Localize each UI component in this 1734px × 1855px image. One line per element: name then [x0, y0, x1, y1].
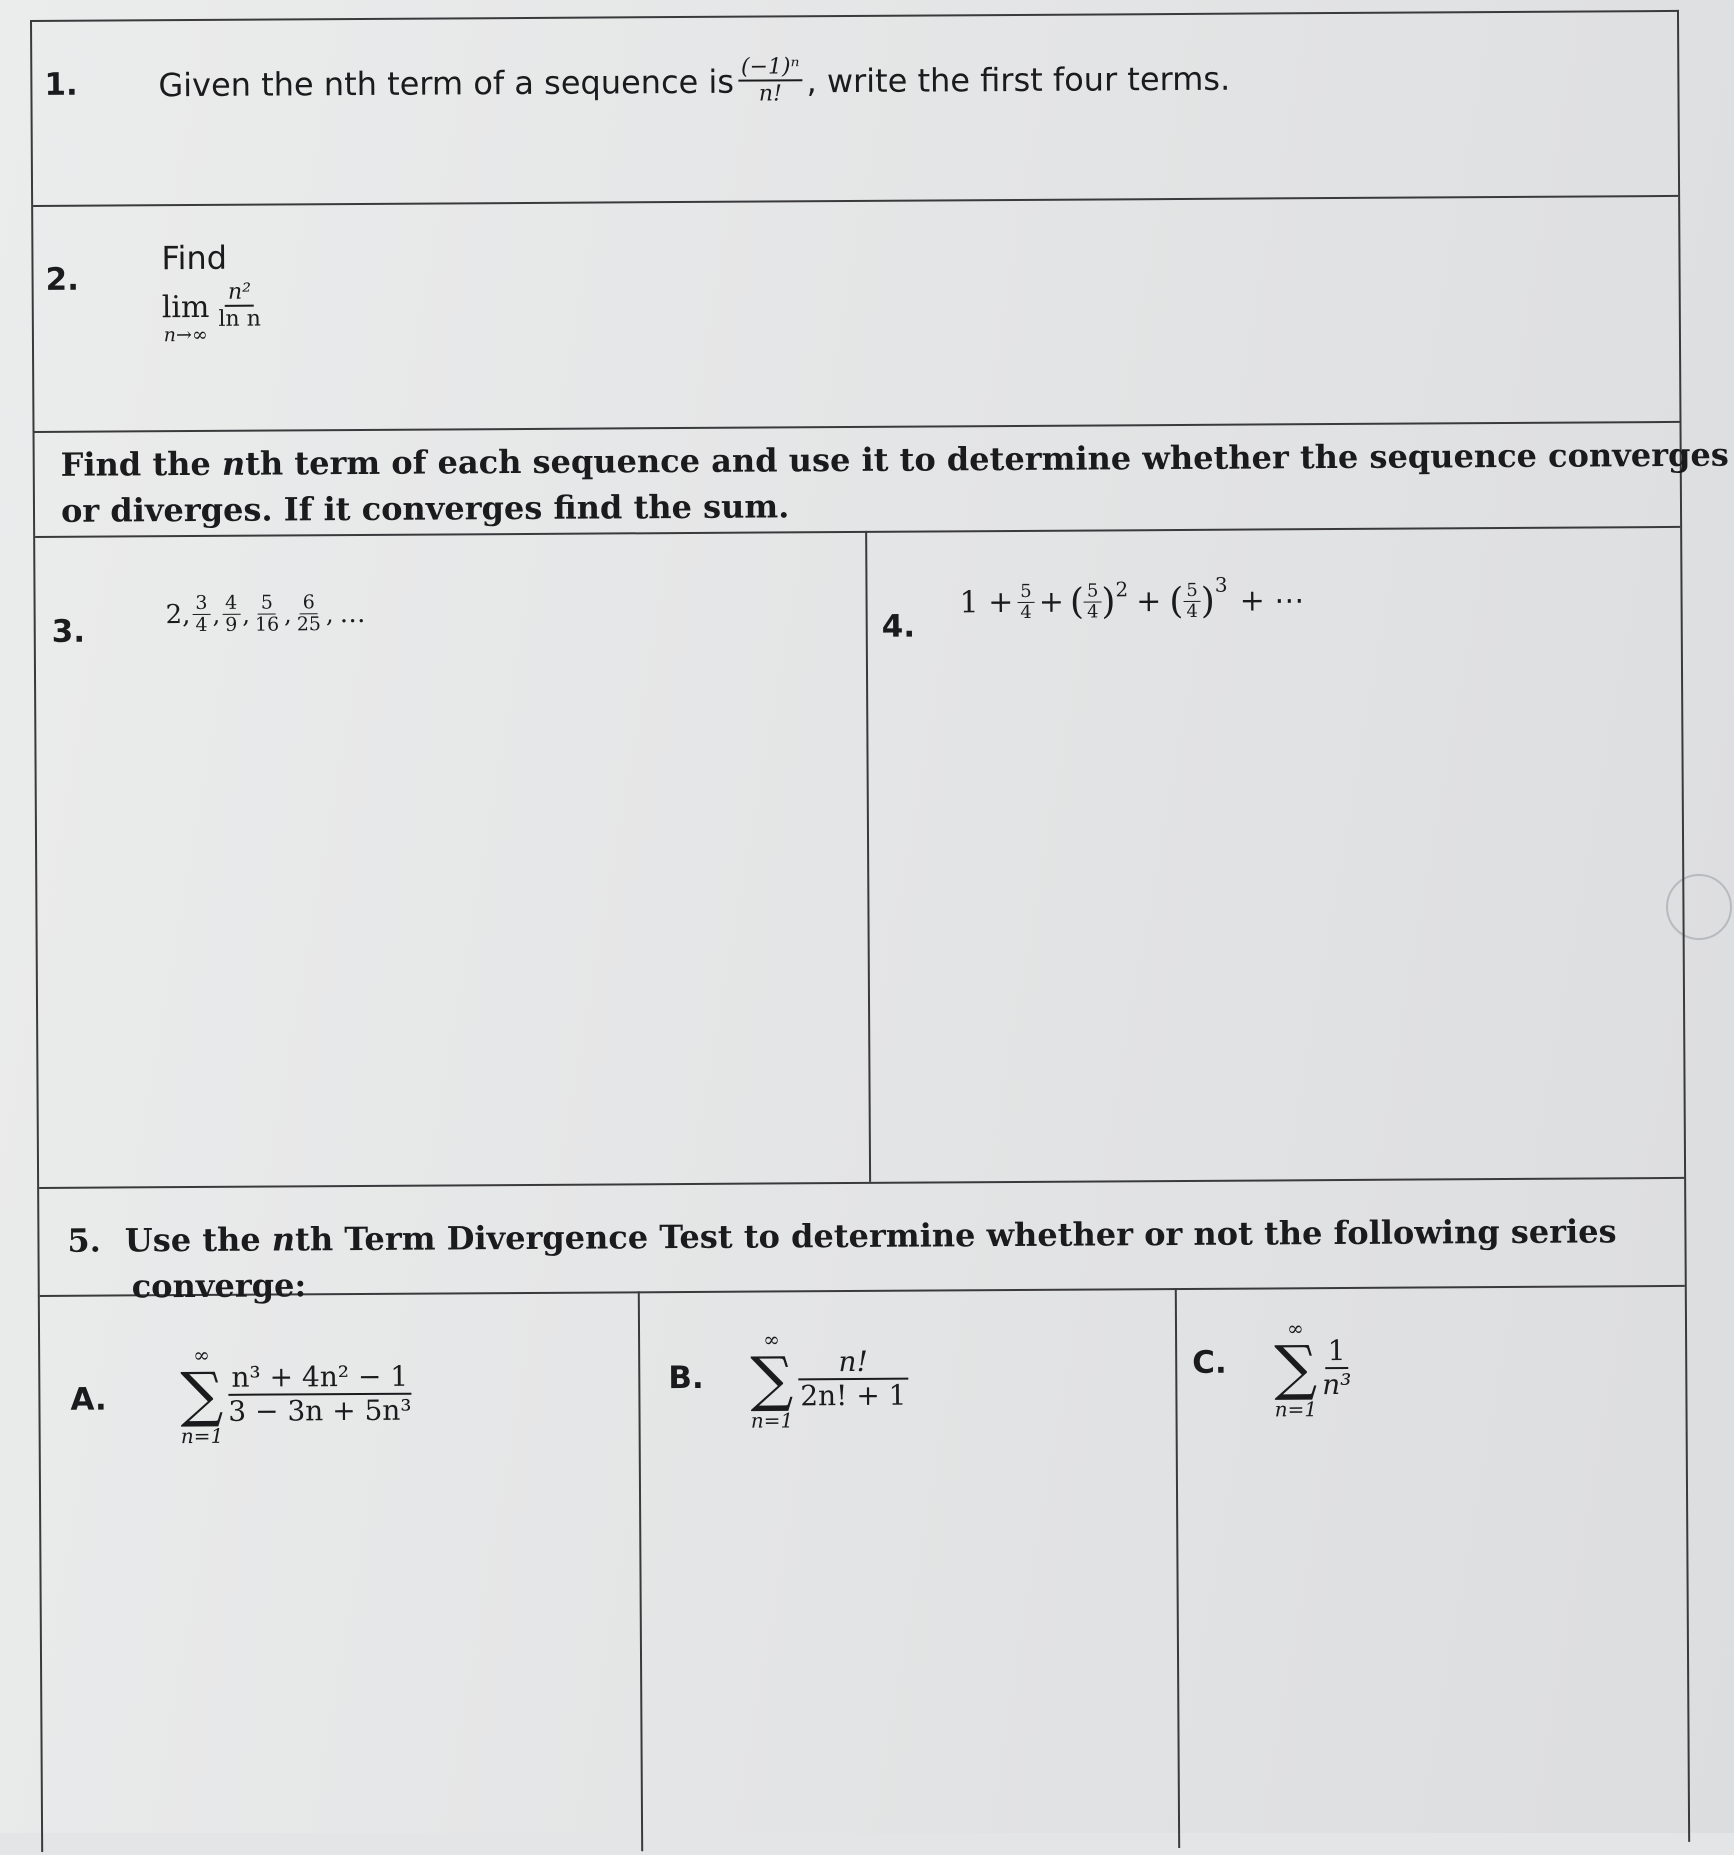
part-b-fraction — [797, 1344, 910, 1413]
sigma-symbol: ∞ ∑ n=1 — [1274, 1316, 1318, 1422]
sigma-symbol: ∞ ∑ n=1 — [180, 1342, 224, 1449]
row-divider — [39, 1177, 1684, 1189]
fraction-numerator: n³ + 4n² − 1 — [228, 1362, 411, 1396]
problem-2-label: Find — [161, 238, 228, 278]
limit-operator — [162, 291, 210, 346]
sigma-lower: n=1 — [180, 1423, 224, 1449]
sequence-ellipsis: … — [339, 598, 366, 629]
part-c-series — [1274, 1316, 1355, 1421]
fraction-denominator: 16 — [254, 613, 280, 636]
fraction-denominator: 4 — [195, 613, 208, 636]
row-divider — [35, 421, 1680, 433]
fraction-numerator: 3 — [192, 593, 210, 615]
problem-1-number: 1. — [44, 66, 78, 103]
sequence-term-fraction — [192, 593, 210, 637]
part-a-fraction — [225, 1359, 415, 1428]
header-text: Use the — [124, 1220, 272, 1260]
sigma-lower: n=1 — [750, 1408, 794, 1433]
sequence-comma: , — [242, 600, 251, 629]
fraction-denominator: n! — [758, 81, 782, 107]
sequence-first-term: 2, — [165, 599, 191, 631]
problem-3-sequence — [166, 592, 366, 637]
exponent: 3 — [1214, 572, 1228, 597]
sequence-term-fraction — [222, 593, 240, 637]
problem-1-text-before: Given the nth term of a sequence is — [158, 62, 735, 104]
problem-3-number: 3. — [51, 613, 86, 650]
fraction-numerator: 5 — [1084, 581, 1102, 602]
fraction-numerator: 5 — [1017, 582, 1035, 603]
fraction-denominator: 25 — [296, 613, 322, 636]
fraction-numerator: n! — [798, 1347, 907, 1380]
column-divider — [865, 531, 871, 1182]
series-tail: + ⋯ — [1239, 583, 1305, 619]
sequence-comma: , — [284, 600, 292, 629]
fraction-denominator: 9 — [225, 613, 238, 636]
sigma-upper: ∞ — [193, 1342, 210, 1368]
plus-sign: + — [1136, 584, 1162, 620]
part-a-label: A. — [70, 1381, 107, 1418]
part-a-series — [180, 1342, 415, 1448]
header-n: n — [221, 444, 246, 483]
lim-text: lim — [161, 289, 210, 326]
series-fraction — [1017, 582, 1035, 624]
fraction-denominator: n³ — [1322, 1367, 1352, 1401]
fraction-numerator: n² — [225, 281, 254, 307]
sigma-lower: n=1 — [1274, 1397, 1318, 1422]
column-divider — [1175, 1288, 1180, 1848]
lim-subscript: n→∞ — [163, 323, 208, 347]
fraction-numerator: (−1)ⁿ — [738, 55, 803, 82]
fraction-denominator: 3 − 3n + 5n³ — [228, 1393, 412, 1428]
fraction-denominator: 4 — [1086, 601, 1099, 623]
sequence-term-fraction — [252, 592, 282, 636]
section-instructions-line2: or diverges. If it converges find the sum. — [60, 487, 790, 530]
exponent: 2 — [1115, 577, 1129, 602]
plus-sign: + — [1038, 584, 1065, 621]
fraction-numerator: 5 — [1183, 581, 1201, 602]
header-text: th term of each sequence and use it to determine whether the sequence converges — [245, 435, 1729, 483]
fraction-numerator: 6 — [300, 592, 318, 614]
problem-2-limit — [161, 279, 264, 347]
row-divider — [33, 195, 1678, 207]
problem-4-number: 4. — [881, 608, 916, 645]
fraction-numerator: 1 — [1325, 1336, 1349, 1369]
section-instructions — [61, 432, 1730, 534]
fraction-numerator: 5 — [258, 593, 276, 615]
sequence-fractions — [190, 592, 333, 637]
problem-2-fraction — [215, 281, 264, 333]
series-fraction — [1084, 581, 1102, 623]
problem-1-text — [158, 53, 1230, 111]
fraction-denominator: 4 — [1186, 600, 1198, 622]
part-b-series — [750, 1327, 910, 1433]
sigma-symbol: ∞ ∑ n=1 — [750, 1327, 794, 1433]
fraction-denominator: 2n! + 1 — [800, 1378, 907, 1413]
fraction-denominator: ln n — [218, 306, 261, 333]
sequence-term-fraction — [294, 592, 324, 636]
problem-4-series: 1 + $\frac{5}{4}$ + ( $\frac{5}{4}$ ) $^2$ + ( $\frac{5}{4}$ ) $^3$ + ⋯ — [959, 572, 1305, 623]
header-text: Find the — [60, 444, 223, 484]
sequence-comma: , — [212, 600, 221, 629]
worksheet-table — [30, 10, 1729, 1852]
part-b-label: B. — [668, 1359, 704, 1397]
problem-5-instructions-line2: converge: — [131, 1266, 307, 1306]
problem-5-instructions — [67, 1208, 1617, 1309]
fraction-denominator: 4 — [1020, 601, 1032, 623]
part-c-label: C. — [1192, 1344, 1227, 1381]
sequence-comma: , — [325, 600, 334, 629]
part-c-fraction — [1319, 1333, 1355, 1401]
header-n: n — [271, 1220, 296, 1259]
column-divider — [638, 1291, 643, 1851]
problem-1-fraction — [738, 55, 803, 107]
problem-1-text-after: , write the first four terms. — [806, 59, 1231, 100]
series-fraction — [1183, 581, 1201, 623]
problem-2-number: 2. — [45, 261, 80, 298]
series-lead: 1 + — [959, 585, 1014, 621]
sigma-upper: ∞ — [1287, 1316, 1304, 1341]
fraction-numerator: 4 — [222, 593, 240, 615]
problem-5-number: 5. — [67, 1221, 101, 1260]
sigma-upper: ∞ — [763, 1327, 780, 1352]
header-text: th Term Divergence Test to determine whether or not the following series — [294, 1212, 1617, 1259]
